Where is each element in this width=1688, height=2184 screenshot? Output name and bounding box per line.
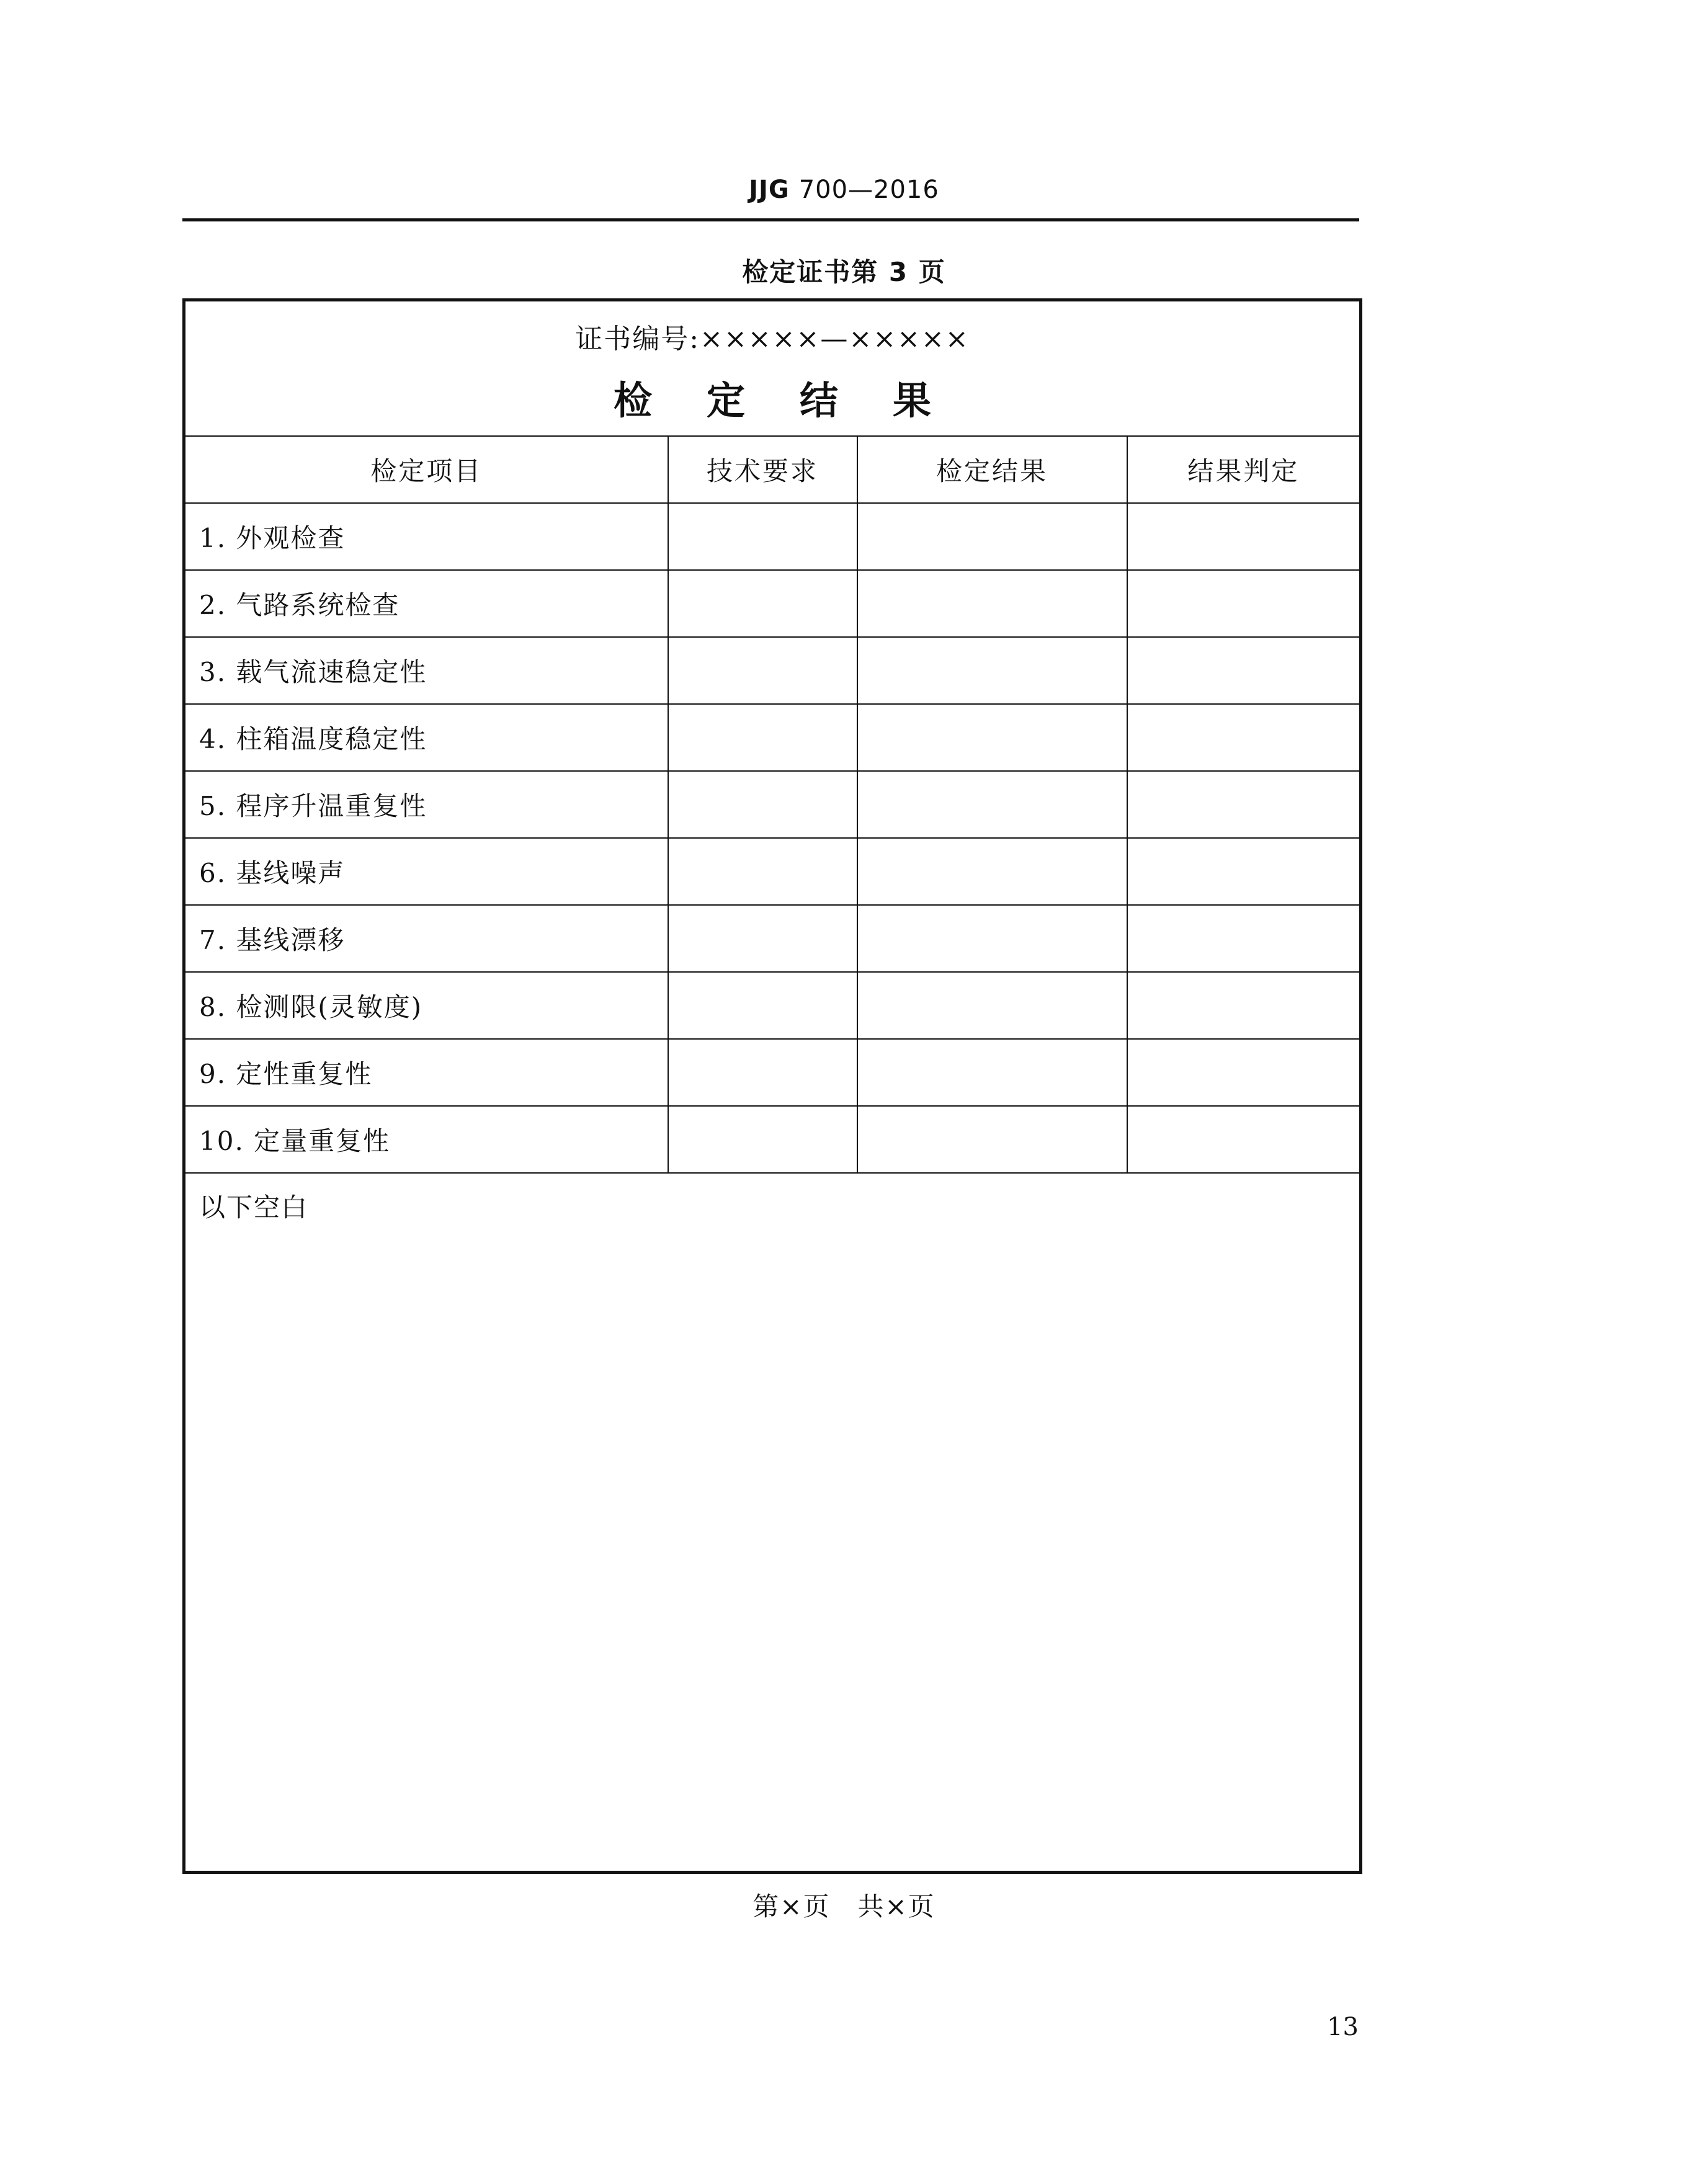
- requirement-cell: [668, 1106, 857, 1173]
- item-name: 8. 检测限(灵敏度): [184, 972, 668, 1039]
- certificate-title-cell: [184, 300, 1361, 437]
- page-marker: 第×页 共×页: [752, 1891, 936, 1922]
- table-row: [184, 838, 1361, 905]
- judgement-cell: [1127, 771, 1361, 838]
- page-number: 13: [1327, 2013, 1359, 2041]
- page-caption: 检定证书第 3 页: [742, 257, 946, 287]
- requirement-cell: [668, 704, 857, 771]
- table-row: [184, 972, 1361, 1039]
- table-row: [184, 637, 1361, 704]
- result-cell: [857, 972, 1127, 1039]
- requirement-cell: [668, 570, 857, 637]
- item-name: 9. 定性重复性: [184, 1039, 668, 1106]
- item-name: 1. 外观检查: [184, 503, 668, 570]
- judgement-cell: [1127, 838, 1361, 905]
- result-cell: [857, 637, 1127, 704]
- judgement-cell: [1127, 972, 1361, 1039]
- judgement-cell: [1127, 570, 1361, 637]
- result-cell: [857, 771, 1127, 838]
- item-name: 4. 柱箱温度稳定性: [184, 704, 668, 771]
- certificate-title: 检定结果: [614, 377, 986, 423]
- result-cell: [857, 570, 1127, 637]
- item-name: 6. 基线噪声: [184, 838, 668, 905]
- blank-note: 以下空白: [184, 1173, 1361, 1873]
- requirement-cell: [668, 637, 857, 704]
- requirement-cell: [668, 1039, 857, 1106]
- certificate-number: 证书编号:×××××—×××××: [575, 323, 970, 355]
- standard-code-number: 700—2016: [798, 176, 939, 204]
- table-row: [184, 905, 1361, 972]
- item-name: 3. 载气流速稳定性: [184, 637, 668, 704]
- requirement-cell: [668, 972, 857, 1039]
- item-name: 2. 气路系统检查: [184, 570, 668, 637]
- item-name: 5. 程序升温重复性: [184, 771, 668, 838]
- table-row: [184, 570, 1361, 637]
- judgement-cell: [1127, 905, 1361, 972]
- table-header-row: [184, 436, 1361, 503]
- judgement-cell: [1127, 1106, 1361, 1173]
- requirement-cell: [668, 838, 857, 905]
- requirement-cell: [668, 503, 857, 570]
- header-rule: [182, 218, 1359, 221]
- result-cell: [857, 704, 1127, 771]
- blank-row: [184, 1173, 1361, 1873]
- table-row: [184, 503, 1361, 570]
- result-cell: [857, 503, 1127, 570]
- judgement-cell: [1127, 704, 1361, 771]
- result-cell: [857, 905, 1127, 972]
- result-cell: [857, 1106, 1127, 1173]
- standard-code-prefix: JJG: [749, 176, 790, 204]
- column-header-item: 检定项目: [184, 436, 668, 503]
- result-cell: [857, 1039, 1127, 1106]
- certificate-title-row: [184, 300, 1361, 437]
- judgement-cell: [1127, 637, 1361, 704]
- certificate-table: [182, 298, 1362, 1874]
- judgement-cell: [1127, 503, 1361, 570]
- table-row: [184, 771, 1361, 838]
- requirement-cell: [668, 771, 857, 838]
- standard-code: [0, 176, 1688, 204]
- result-cell: [857, 838, 1127, 905]
- item-name: 7. 基线漂移: [184, 905, 668, 972]
- column-header-result: 检定结果: [857, 436, 1127, 503]
- item-name: 10. 定量重复性: [184, 1106, 668, 1173]
- table-row: [184, 704, 1361, 771]
- judgement-cell: [1127, 1039, 1361, 1106]
- table-row: [184, 1106, 1361, 1173]
- table-row: [184, 1039, 1361, 1106]
- column-header-judgement: 结果判定: [1127, 436, 1361, 503]
- column-header-requirement: 技术要求: [668, 436, 857, 503]
- requirement-cell: [668, 905, 857, 972]
